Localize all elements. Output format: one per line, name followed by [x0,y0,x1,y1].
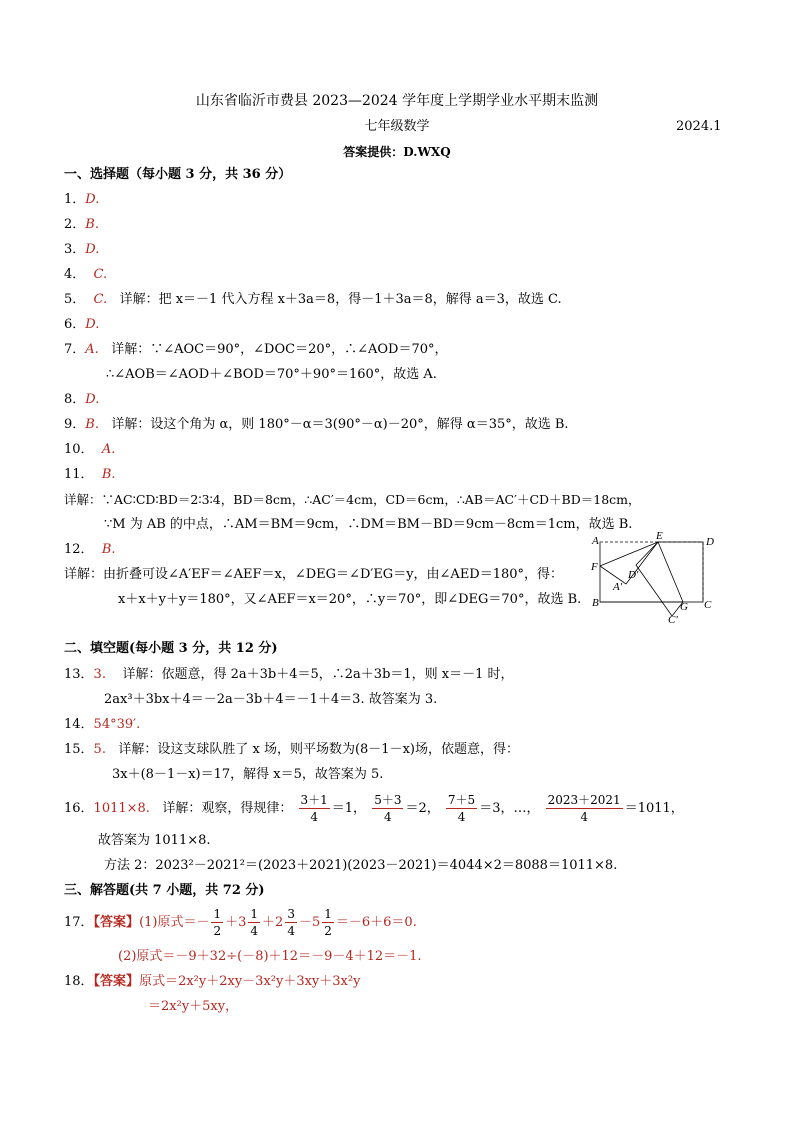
label-A-prime: A′ [613,581,623,593]
q15: 15．5. 详解：设这支球队胜了 x 场，则平场数为(8－1－x)场，依题意，得： [64,742,519,757]
q2: 2．B. [64,217,99,232]
label-B: B [592,597,599,609]
page-title: 山东省临沂市费县 2023—2024 学年度上学期学业水平期末监测 [195,93,599,109]
q12: 12． B. [64,542,116,557]
section-fill: 二、填空题(每小题 3 分，共 12 分) [64,641,278,656]
q13-detail-2: 2ax³＋3bx＋4＝－2a－3b＋4＝－1＋4＝3. 故答案为 3. [104,692,438,707]
q16-detail-2: 故答案为 1011×8. [98,833,211,848]
q12-detail-2: x＋x＋y＋y＝180°，又∠AEF＝x＝20°，∴y＝70°，即∠DEG＝70°，故选 B. [118,592,582,607]
fold-figure [588,530,718,625]
q4: 4． C. [64,267,108,282]
label-D-prime: D′ [628,569,639,581]
exam-date: 2024.1 [676,119,722,134]
q12-detail: 详解：由折叠可设∠A′EF＝∠AEF＝x，∠DEG＝∠D′EG＝y，由∠AED＝180°，得： [64,567,564,582]
q6: 6．D. [64,317,100,332]
q17-part2: (2)原式＝－9＋32÷(－8)＋12＝－9－4＋12＝－1. [118,949,422,964]
label-G: G [680,601,688,613]
q3: 3．D. [64,242,100,257]
grade-subject: 七年级数学 [364,119,430,134]
q14: 14．54°39′. [64,717,141,732]
q16: 16．1011×8. 详解：观察，得规律： $\frac{3+1}{4}$ ＝1， $\frac{5+3}{4}$ ＝2， $\frac{7+5}{4}$ ＝3，…， $\frac{2023+2021}{4}$ ＝1011， [64,793,684,824]
q11: 11． B. [64,467,116,482]
label-E: E [656,530,663,542]
q9: 9．B. 详解：设这个角为 α，则 180°－α＝3(90°－α)－20°，解得 α＝35°，故选 B. [64,417,569,432]
q7: 7．A. 详解：∵∠AOC＝90°，∠DOC＝20°，∴∠AOD＝70°， [64,342,448,357]
q11-detail-2: ∵M 为 AB 的中点，∴AM＝BM＝9cm，∴DM＝BM－BD＝9cm－8cm＝1cm，故选 B. [104,517,633,532]
label-F: F [591,561,598,573]
q17: 17．【答案】(1)原式＝－ $\frac{1}{2}$ ＋3 $\frac{1}{4}$ ＋2 $\frac{3}{4}$ －5 $\frac{1}{2}$ ＝－6＋6＝0. [64,907,417,938]
q15-detail-2: 3x＋(8－1－x)＝17，解得 x＝5，故答案为 5. [112,767,384,782]
q8: 8．D. [64,392,100,407]
label-C: C [704,599,712,611]
q7-detail-2: ∴∠AOB＝∠AOD＋∠BOD＝70°＋90°＝160°，故选 A. [106,367,437,382]
q1: 1．D. [64,192,100,207]
section-choice: 一、选择题（每小题 3 分，共 36 分） [64,167,292,182]
q18: 18．【答案】原式＝2x²y＋2xy－3x²y＋3xy＋3x²y [64,974,361,989]
label-D: D [706,536,714,548]
answer-provider: 答案提供：D.WXQ [343,145,451,159]
label-A: A [592,535,599,547]
label-C-prime: C′ [668,614,678,625]
q11-detail: 详解：∵AC∶CD∶BD＝2∶3∶4，BD＝8cm，∴AC′＝4cm，CD＝6cm，∴AB＝AC′＋CD＋BD＝18cm， [64,492,641,507]
section-solve: 三、解答题(共 7 小题，共 72 分) [64,883,265,898]
q18-step2: ＝2x²y＋5xy， [148,999,239,1014]
q5: 5． C. 详解：把 x＝－1 代入方程 x＋3a＝8，得－1＋3a＝8，解得 a＝3，故选 C. [64,292,562,307]
q10: 10． A. [64,442,116,457]
q13: 13．3. 详解：依题意，得 2a＋3b＋4＝5，∴2a＋3b＝1，则 x＝－1 时， [64,667,514,682]
q16-detail-3: 方法 2：2023²－2021²＝(2023＋2021)(2023－2021)＝4044×2＝8088＝1011×8. [104,858,618,873]
